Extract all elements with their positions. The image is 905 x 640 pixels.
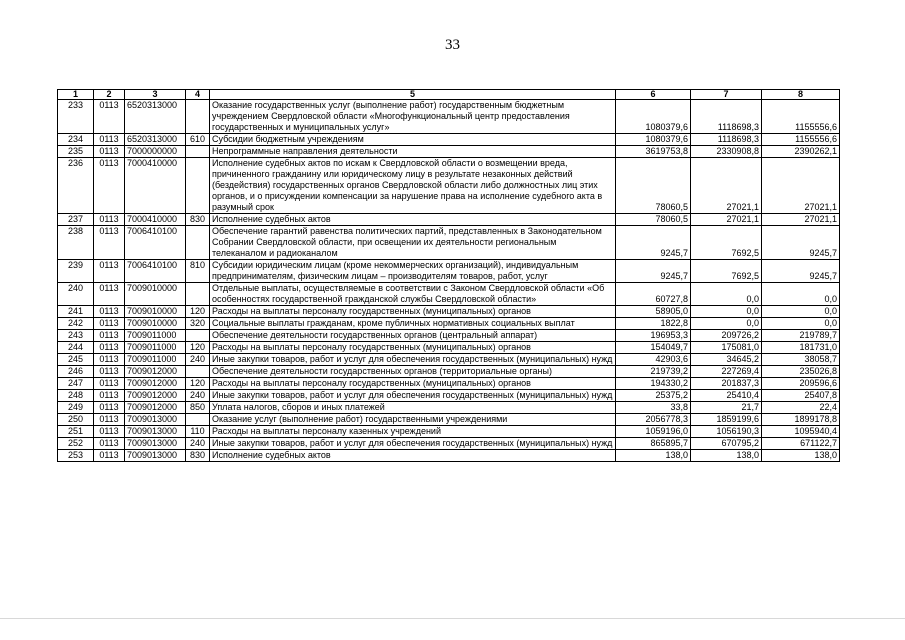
- table-row: [58, 450, 840, 462]
- target-article-cell: 7009010000: [125, 306, 186, 318]
- expense-type-cell: 240: [186, 354, 210, 366]
- amount-year3-cell: 27021,1: [762, 214, 840, 226]
- row-number-cell: 237: [58, 214, 94, 226]
- row-number-cell: 245: [58, 354, 94, 366]
- table-row: [58, 214, 840, 226]
- amount-year3-cell: 1095940,4: [762, 426, 840, 438]
- amount-year3-cell: 1155556,6: [762, 134, 840, 146]
- row-number-cell: 242: [58, 318, 94, 330]
- target-article-cell: 7009012000: [125, 378, 186, 390]
- amount-year3-cell: 671122,7: [762, 438, 840, 450]
- table-row: [58, 438, 840, 450]
- amount-year3-cell: 209596,6: [762, 378, 840, 390]
- header-cell: 5: [210, 90, 616, 100]
- item-name-cell: Иные закупки товаров, работ и услуг для обеспечения государственных (муниципальных) нужд: [210, 390, 616, 402]
- item-name-cell: Иные закупки товаров, работ и услуг для обеспечения государственных (муниципальных) нужд: [210, 354, 616, 366]
- expense-type-cell: 120: [186, 342, 210, 354]
- row-number-cell: 233: [58, 100, 94, 134]
- item-name-cell: Исполнение судебных актов: [210, 214, 616, 226]
- row-number-cell: 244: [58, 342, 94, 354]
- table-row: [58, 402, 840, 414]
- amount-year2-cell: 138,0: [691, 450, 762, 462]
- table-row: [58, 146, 840, 158]
- amount-year3-cell: 0,0: [762, 283, 840, 306]
- table-row: [58, 226, 840, 260]
- section-code-cell: 0113: [94, 414, 125, 426]
- amount-year2-cell: 0,0: [691, 318, 762, 330]
- header-cell: 7: [691, 90, 762, 100]
- target-article-cell: 7009013000: [125, 438, 186, 450]
- amount-year1-cell: 219739,2: [616, 366, 691, 378]
- amount-year2-cell: 2330908,8: [691, 146, 762, 158]
- amount-year3-cell: 181731,0: [762, 342, 840, 354]
- amount-year2-cell: 34645,2: [691, 354, 762, 366]
- section-code-cell: 0113: [94, 330, 125, 342]
- row-number-cell: 234: [58, 134, 94, 146]
- row-number-cell: 250: [58, 414, 94, 426]
- section-code-cell: 0113: [94, 450, 125, 462]
- amount-year2-cell: 1118698,3: [691, 100, 762, 134]
- row-number-cell: 253: [58, 450, 94, 462]
- expense-type-cell: [186, 146, 210, 158]
- amount-year1-cell: 58905,0: [616, 306, 691, 318]
- header-cell: 3: [125, 90, 186, 100]
- table-row: [58, 260, 840, 283]
- row-number-cell: 241: [58, 306, 94, 318]
- target-article-cell: 6520313000: [125, 100, 186, 134]
- item-name-cell: Иные закупки товаров, работ и услуг для обеспечения государственных (муниципальных) нужд: [210, 438, 616, 450]
- header-cell: 6: [616, 90, 691, 100]
- expense-type-cell: [186, 158, 210, 214]
- row-number-cell: 243: [58, 330, 94, 342]
- table-row: [58, 390, 840, 402]
- amount-year3-cell: 27021,1: [762, 158, 840, 214]
- item-name-cell: Обеспечение деятельности государственных органов (центральный аппарат): [210, 330, 616, 342]
- item-name-cell: Непрограммные направления деятельности: [210, 146, 616, 158]
- amount-year2-cell: 0,0: [691, 306, 762, 318]
- section-code-cell: 0113: [94, 438, 125, 450]
- amount-year1-cell: 9245,7: [616, 260, 691, 283]
- amount-year1-cell: 1080379,6: [616, 134, 691, 146]
- expense-type-cell: 240: [186, 438, 210, 450]
- target-article-cell: 7009013000: [125, 414, 186, 426]
- section-code-cell: 0113: [94, 283, 125, 306]
- row-number-cell: 239: [58, 260, 94, 283]
- target-article-cell: 7006410100: [125, 260, 186, 283]
- row-number-cell: 247: [58, 378, 94, 390]
- expense-type-cell: [186, 283, 210, 306]
- amount-year2-cell: 1859199,6: [691, 414, 762, 426]
- amount-year2-cell: 201837,3: [691, 378, 762, 390]
- table-row: [58, 414, 840, 426]
- amount-year3-cell: 1155556,6: [762, 100, 840, 134]
- amount-year1-cell: 33,8: [616, 402, 691, 414]
- amount-year2-cell: 175081,0: [691, 342, 762, 354]
- section-code-cell: 0113: [94, 158, 125, 214]
- amount-year2-cell: 27021,1: [691, 158, 762, 214]
- item-name-cell: Оказание услуг (выполнение работ) государственными учреждениями: [210, 414, 616, 426]
- table-row: [58, 378, 840, 390]
- amount-year2-cell: 670795,2: [691, 438, 762, 450]
- amount-year2-cell: 21,7: [691, 402, 762, 414]
- row-number-cell: 252: [58, 438, 94, 450]
- header-cell: 4: [186, 90, 210, 100]
- table-row: [58, 283, 840, 306]
- item-name-cell: Субсидии юридическим лицам (кроме некоммерческих организаций), индивидуальным предпринимателям, физическим лицам – производителям товаров, работ, услуг: [210, 260, 616, 283]
- page-edge-divider: [0, 618, 905, 619]
- target-article-cell: 6520313000: [125, 134, 186, 146]
- amount-year1-cell: 1080379,6: [616, 100, 691, 134]
- section-code-cell: 0113: [94, 318, 125, 330]
- amount-year2-cell: 209726,2: [691, 330, 762, 342]
- amount-year1-cell: 78060,5: [616, 158, 691, 214]
- amount-year3-cell: 38058,7: [762, 354, 840, 366]
- expense-type-cell: 240: [186, 390, 210, 402]
- table-row: [58, 100, 840, 134]
- amount-year1-cell: 2056778,3: [616, 414, 691, 426]
- amount-year3-cell: 25407,8: [762, 390, 840, 402]
- section-code-cell: 0113: [94, 100, 125, 134]
- section-code-cell: 0113: [94, 354, 125, 366]
- expense-type-cell: 850: [186, 402, 210, 414]
- target-article-cell: 7000410000: [125, 214, 186, 226]
- expense-type-cell: 320: [186, 318, 210, 330]
- expense-type-cell: 830: [186, 450, 210, 462]
- item-name-cell: Уплата налогов, сборов и иных платежей: [210, 402, 616, 414]
- amount-year1-cell: 1059196,0: [616, 426, 691, 438]
- header-cell: 2: [94, 90, 125, 100]
- section-code-cell: 0113: [94, 402, 125, 414]
- section-code-cell: 0113: [94, 134, 125, 146]
- item-name-cell: Субсидии бюджетным учреждениям: [210, 134, 616, 146]
- row-number-cell: 240: [58, 283, 94, 306]
- row-number-cell: 235: [58, 146, 94, 158]
- amount-year3-cell: 219789,7: [762, 330, 840, 342]
- amount-year2-cell: 1056190,3: [691, 426, 762, 438]
- expense-type-cell: 110: [186, 426, 210, 438]
- amount-year2-cell: 1118698,3: [691, 134, 762, 146]
- target-article-cell: 7009013000: [125, 450, 186, 462]
- section-code-cell: 0113: [94, 260, 125, 283]
- table-row: [58, 354, 840, 366]
- budget-table: [57, 89, 840, 462]
- row-number-cell: 248: [58, 390, 94, 402]
- amount-year3-cell: 9245,7: [762, 260, 840, 283]
- amount-year3-cell: 0,0: [762, 318, 840, 330]
- section-code-cell: 0113: [94, 306, 125, 318]
- amount-year1-cell: 865895,7: [616, 438, 691, 450]
- amount-year1-cell: 25375,2: [616, 390, 691, 402]
- page-number: 33: [445, 37, 460, 53]
- amount-year2-cell: 0,0: [691, 283, 762, 306]
- section-code-cell: 0113: [94, 378, 125, 390]
- expense-type-cell: 120: [186, 306, 210, 318]
- expense-type-cell: 610: [186, 134, 210, 146]
- amount-year3-cell: 1899178,8: [762, 414, 840, 426]
- target-article-cell: 7009010000: [125, 283, 186, 306]
- item-name-cell: Отдельные выплаты, осуществляемые в соответствии с Законом Свердловской области «Об особенностях государственной гражданской службы Свердловской области»: [210, 283, 616, 306]
- target-article-cell: 7000410000: [125, 158, 186, 214]
- item-name-cell: Социальные выплаты гражданам, кроме публичных нормативных социальных выплат: [210, 318, 616, 330]
- table-header-row: [58, 90, 840, 100]
- amount-year1-cell: 1822,8: [616, 318, 691, 330]
- row-number-cell: 236: [58, 158, 94, 214]
- table-row: [58, 426, 840, 438]
- expense-type-cell: [186, 330, 210, 342]
- expense-type-cell: 810: [186, 260, 210, 283]
- amount-year3-cell: 138,0: [762, 450, 840, 462]
- amount-year1-cell: 138,0: [616, 450, 691, 462]
- section-code-cell: 0113: [94, 390, 125, 402]
- amount-year1-cell: 78060,5: [616, 214, 691, 226]
- item-name-cell: Исполнение судебных актов по искам к Свердловской области о возмещении вреда, причиненного гражданину или юридическому лицу в результате незаконных действий (бездействия) государственных органов Свердловской области либо должностных лиц этих органов, и о присуждении компенсации за нарушение права на исполнение судебного акта в разумный срок: [210, 158, 616, 214]
- row-number-cell: 238: [58, 226, 94, 260]
- target-article-cell: 7006410100: [125, 226, 186, 260]
- table-row: [58, 158, 840, 214]
- amount-year2-cell: 7692,5: [691, 260, 762, 283]
- row-number-cell: 249: [58, 402, 94, 414]
- item-name-cell: Расходы на выплаты персоналу казенных учреждений: [210, 426, 616, 438]
- amount-year2-cell: 25410,4: [691, 390, 762, 402]
- section-code-cell: 0113: [94, 426, 125, 438]
- target-article-cell: 7009010000: [125, 318, 186, 330]
- amount-year1-cell: 42903,6: [616, 354, 691, 366]
- table-row: [58, 342, 840, 354]
- item-name-cell: Оказание государственных услуг (выполнение работ) государственным бюджетным учреждением Свердловской области «Многофункциональный центр предоставления государственных и муниципальных услуг»: [210, 100, 616, 134]
- target-article-cell: 7009012000: [125, 402, 186, 414]
- amount-year3-cell: 0,0: [762, 306, 840, 318]
- header-cell: 1: [58, 90, 94, 100]
- expense-type-cell: 830: [186, 214, 210, 226]
- amount-year1-cell: 196953,3: [616, 330, 691, 342]
- section-code-cell: 0113: [94, 214, 125, 226]
- table-row: [58, 134, 840, 146]
- table-row: [58, 330, 840, 342]
- section-code-cell: 0113: [94, 342, 125, 354]
- table-row: [58, 306, 840, 318]
- section-code-cell: 0113: [94, 146, 125, 158]
- target-article-cell: 7009011000: [125, 342, 186, 354]
- item-name-cell: Расходы на выплаты персоналу государственных (муниципальных) органов: [210, 342, 616, 354]
- amount-year3-cell: 9245,7: [762, 226, 840, 260]
- item-name-cell: Обеспечение гарантий равенства политических партий, представленных в Законодательном Собрании Свердловской области, при освещении их деятельности региональным телеканалом и радиоканалом: [210, 226, 616, 260]
- amount-year1-cell: 60727,8: [616, 283, 691, 306]
- expense-type-cell: [186, 414, 210, 426]
- expense-type-cell: [186, 100, 210, 134]
- item-name-cell: Расходы на выплаты персоналу государственных (муниципальных) органов: [210, 306, 616, 318]
- expense-type-cell: [186, 366, 210, 378]
- amount-year3-cell: 2390262,1: [762, 146, 840, 158]
- expense-type-cell: [186, 226, 210, 260]
- amount-year3-cell: 22,4: [762, 402, 840, 414]
- item-name-cell: Исполнение судебных актов: [210, 450, 616, 462]
- section-code-cell: 0113: [94, 226, 125, 260]
- target-article-cell: 7009012000: [125, 366, 186, 378]
- item-name-cell: Обеспечение деятельности государственных органов (территориальные органы): [210, 366, 616, 378]
- target-article-cell: 7000000000: [125, 146, 186, 158]
- target-article-cell: 7009013000: [125, 426, 186, 438]
- amount-year1-cell: 9245,7: [616, 226, 691, 260]
- amount-year2-cell: 227269,4: [691, 366, 762, 378]
- item-name-cell: Расходы на выплаты персоналу государственных (муниципальных) органов: [210, 378, 616, 390]
- amount-year3-cell: 235026,8: [762, 366, 840, 378]
- target-article-cell: 7009011000: [125, 354, 186, 366]
- amount-year2-cell: 7692,5: [691, 226, 762, 260]
- section-code-cell: 0113: [94, 366, 125, 378]
- header-cell: 8: [762, 90, 840, 100]
- amount-year1-cell: 154049,7: [616, 342, 691, 354]
- row-number-cell: 246: [58, 366, 94, 378]
- target-article-cell: 7009011000: [125, 330, 186, 342]
- amount-year1-cell: 3619753,8: [616, 146, 691, 158]
- expense-type-cell: 120: [186, 378, 210, 390]
- amount-year2-cell: 27021,1: [691, 214, 762, 226]
- amount-year1-cell: 194330,2: [616, 378, 691, 390]
- table-row: [58, 366, 840, 378]
- target-article-cell: 7009012000: [125, 390, 186, 402]
- table-body: [58, 100, 840, 462]
- row-number-cell: 251: [58, 426, 94, 438]
- table-row: [58, 318, 840, 330]
